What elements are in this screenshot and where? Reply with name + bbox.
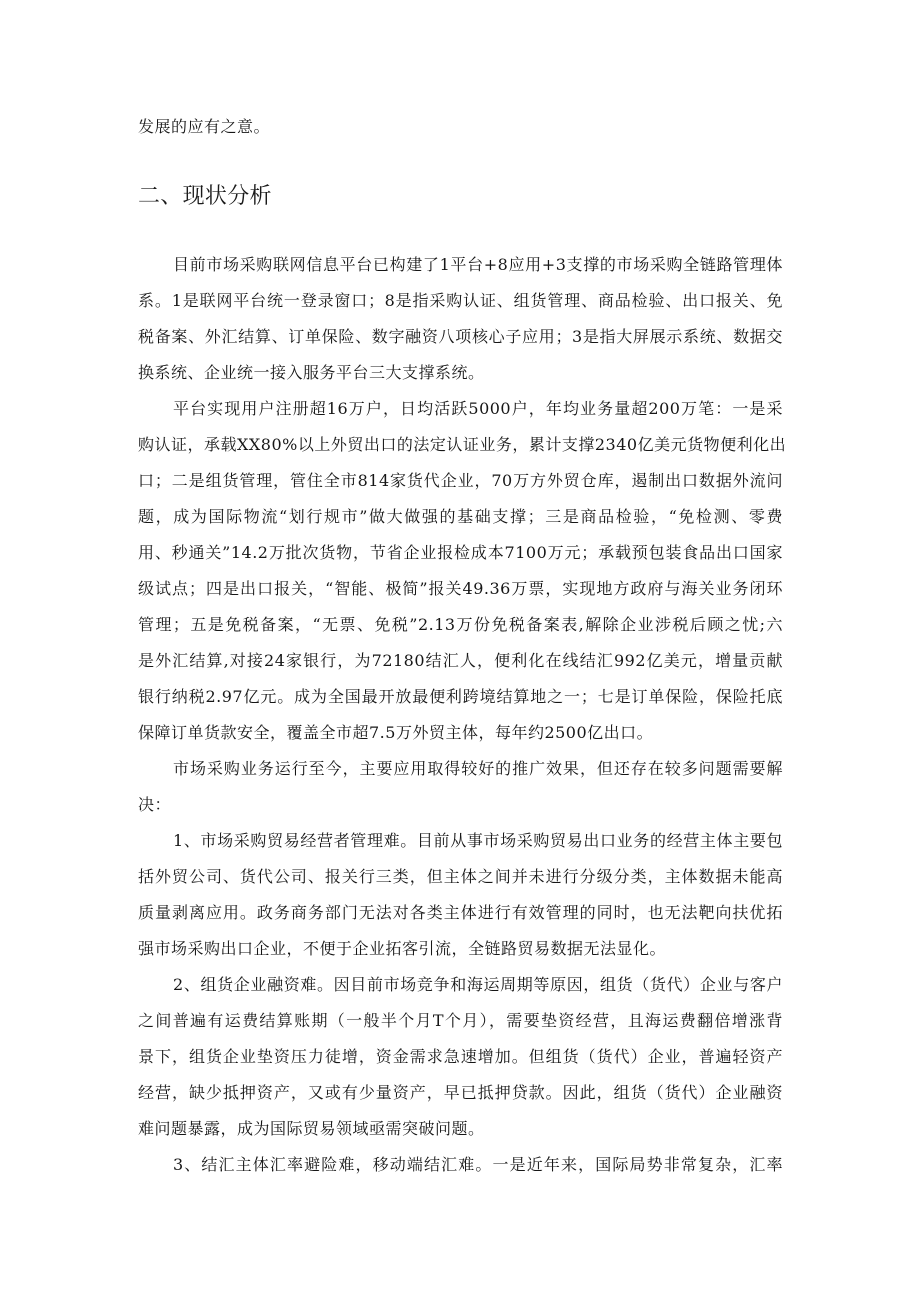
paragraph	[138, 751, 783, 823]
paragraph-line: 题，成为国际物流“划行规市”做大做强的基础支撑；三是商品检验，“免检测、零费	[138, 507, 783, 526]
section-heading: 二、现状分析	[138, 184, 272, 209]
paragraph-line: 质量剥离应用。政务商务部门无法对各类主体进行有效管理的同时，也无法靶向扶优拓	[138, 903, 783, 922]
paragraph-line: 换系统、企业统一接入服务平台三大支撑系统。	[138, 363, 485, 382]
paragraph-line: 2、组货企业融资难。因目前市场竞争和海运周期等原因，组货（货代）企业与客户	[173, 975, 783, 994]
paragraph-line: 口；二是组货管理，管住全市814家货代企业，70万方外贸仓库，遏制出口数据外流问	[138, 471, 783, 490]
paragraph-line: 银行纳税2.97亿元。成为全国最开放最便利跨境结算地之一；七是订单保险，保险托底	[138, 687, 783, 706]
paragraph-line: 难问题暴露，成为国际贸易领域亟需突破问题。	[138, 1119, 485, 1138]
paragraph-line: 购认证，承载XX80%以上外贸出口的法定认证业务，累计支撑2340亿美元货物便利化出	[138, 435, 787, 454]
paragraph-line: 管理；五是免税备案，“无票、免税”2.13万份免税备案表,解除企业涉税后顾之忧;六	[138, 615, 783, 634]
paragraph-line: 保障订单货款安全，覆盖全市超7.5万外贸主体，每年约2500亿出口。	[138, 723, 654, 742]
paragraph-line: 1、市场采购贸易经营者管理难。目前从事市场采购贸易出口业务的经营主体主要包	[173, 831, 783, 850]
paragraph	[138, 391, 787, 751]
paragraph	[138, 967, 783, 1147]
paragraph-line: 是外汇结算,对接24家银行，为72180结汇人，便利化在线结汇992亿美元，增量贡献	[138, 651, 783, 670]
paragraph-line: 市场采购业务运行至今，主要应用取得较好的推广效果，但还存在较多问题需要解	[173, 759, 783, 778]
paragraph-line: 强市场采购出口企业，不便于企业拓客引流，全链路贸易数据无法显化。	[138, 939, 667, 958]
paragraph-line: 目前市场采购联网信息平台已构建了1平台+8应用+3支撑的市场采购全链路管理体	[173, 255, 783, 274]
paragraph	[138, 1147, 783, 1183]
paragraph-line: 用、秒通关”14.2万批次货物，节省企业报检成本7100万元；承载预包装食品出口国家	[138, 543, 783, 562]
paragraph-line: 3、结汇主体汇率避险难，移动端结汇难。一是近年来，国际局势非常复杂，汇率	[173, 1155, 783, 1174]
paragraph	[138, 247, 783, 391]
paragraph-line: 括外贸公司、货代公司、报关行三类，但主体之间并未进行分级分类，主体数据未能高	[138, 867, 783, 886]
continued-paragraph-line: 发展的应有之意。	[138, 117, 271, 136]
document-body	[138, 109, 787, 1183]
paragraph-line: 税备案、外汇结算、订单保险、数字融资八项核心子应用；3是指大屏展示系统、数据交	[138, 327, 783, 346]
paragraph-list	[138, 247, 787, 1183]
paragraph-line: 级试点；四是出口报关，“智能、极简”报关49.36万票，实现地方政府与海关业务闭环	[138, 579, 783, 598]
paragraph-line: 之间普遍有运费结算账期（一般半个月T个月），需要垫资经营，且海运费翻倍增涨背	[138, 1011, 783, 1030]
paragraph-line: 系。1是联网平台统一登录窗口；8是指采购认证、组货管理、商品检验、出口报关、免	[138, 291, 783, 310]
paragraph-line: 景下，组货企业垫资压力徒增，资金需求急速增加。但组货（货代）企业，普遍轻资产	[138, 1047, 783, 1066]
paragraph-line: 经营，缺少抵押资产，又或有少量资产，早已抵押贷款。因此，组货（货代）企业融资	[138, 1083, 783, 1102]
paragraph	[138, 823, 783, 967]
paragraph-line: 平台实现用户注册超16万户，日均活跃5000户，年均业务量超200万笔：一是采	[173, 399, 783, 418]
paragraph-line: 决：	[138, 795, 172, 814]
